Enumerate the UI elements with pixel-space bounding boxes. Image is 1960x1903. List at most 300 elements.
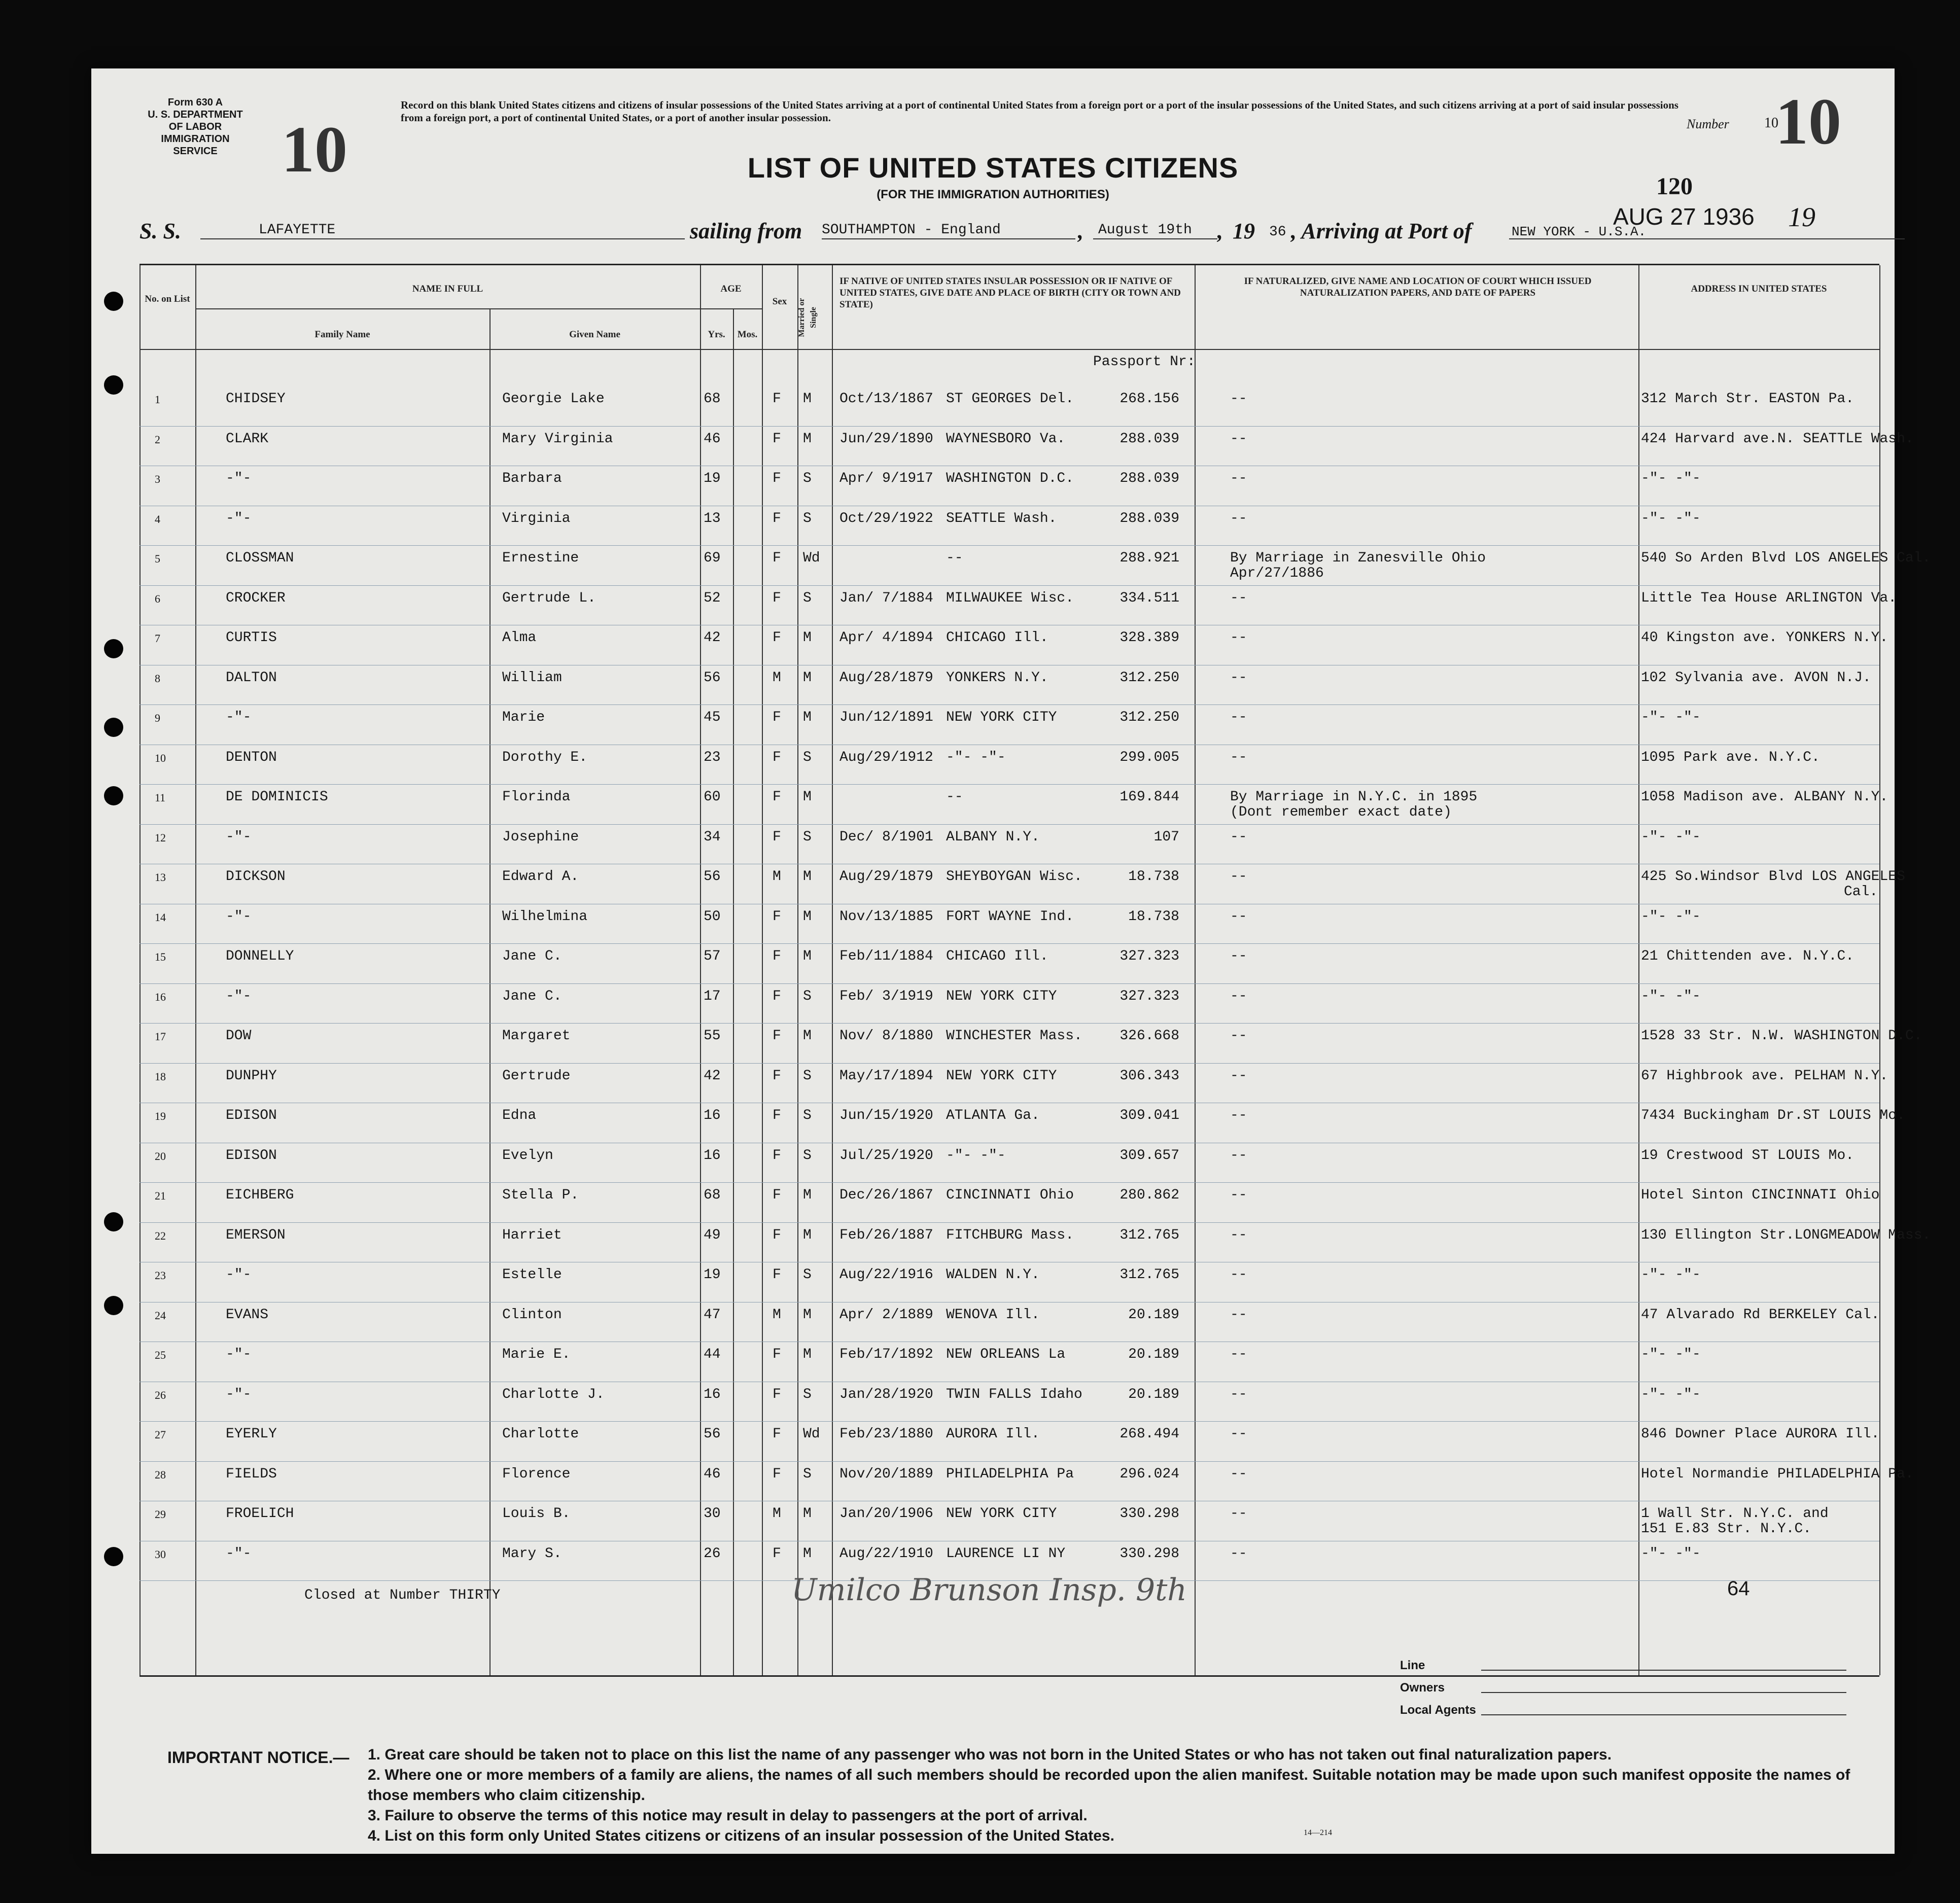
col-family-name: Family Name xyxy=(314,329,370,340)
age-years: 56 xyxy=(704,869,721,885)
sex: F xyxy=(773,1028,781,1044)
age-years: 56 xyxy=(704,1426,721,1442)
passport-number: 330.298 xyxy=(1119,1545,1179,1562)
given-name: Josephine xyxy=(502,829,579,845)
address: 846 Downer Place AURORA Ill. xyxy=(1641,1426,1880,1442)
birth-date: Aug/29/1879 xyxy=(839,869,933,885)
passport-number: 288.039 xyxy=(1119,471,1179,486)
given-name: Gertrude L. xyxy=(502,590,596,606)
given-name: William xyxy=(502,669,562,686)
table-row xyxy=(139,1183,1879,1222)
table-row xyxy=(139,1064,1888,1103)
notice-item: 3. Failure to observe the terms of this notice may result in delay to passengers at the port of arrival. xyxy=(368,1807,1088,1824)
marital-status: M xyxy=(803,710,812,725)
birth-date: Feb/17/1892 xyxy=(839,1347,933,1362)
naturalization: -- xyxy=(1230,1506,1247,1522)
table-row xyxy=(139,1422,1879,1461)
birth-date: Jun/12/1891 xyxy=(839,710,933,725)
address: -"- -"- xyxy=(1641,1347,1701,1362)
sex: F xyxy=(773,1068,781,1084)
passport-number: 268.156 xyxy=(1119,391,1179,407)
given-name: Jane C. xyxy=(502,988,562,1004)
birth-place: CHICAGO Ill. xyxy=(946,630,1048,646)
birth-place: FITCHBURG Mass. xyxy=(946,1227,1074,1243)
col-naturalized: IF NATURALIZED, GIVE NAME AND LOCATION OF COURT WHICH ISSUED NATURALIZATION PAPERS, AND DATE OF PAPERS xyxy=(1244,276,1592,298)
row-number: 12 xyxy=(155,831,166,844)
table-row xyxy=(139,467,1879,506)
address: 130 Ellington Str.LONGMEADOW Mass. xyxy=(1641,1227,1931,1243)
row-number: 2 xyxy=(155,433,160,446)
table-row xyxy=(139,1104,1905,1143)
marital-status: S xyxy=(803,471,812,486)
age-years: 42 xyxy=(704,1068,721,1084)
naturalization: By Marriage in N.Y.C. in 1895 xyxy=(1230,789,1478,805)
family-name: DICKSON xyxy=(226,869,286,885)
closed-at-note: Closed at Number THIRTY xyxy=(304,1588,501,1603)
sex: F xyxy=(773,1267,781,1283)
marital-status: Wd xyxy=(803,550,820,566)
row-number: 9 xyxy=(155,712,160,724)
birth-date: Aug/28/1879 xyxy=(839,669,933,686)
address: 312 March Str. EASTON Pa. xyxy=(1641,391,1854,407)
marital-status: S xyxy=(803,1267,812,1283)
birth-place: SHEYBOYGAN Wisc. xyxy=(946,869,1082,885)
sex: F xyxy=(773,749,781,765)
address: -"- -"- xyxy=(1641,510,1701,526)
passport-number: 327.323 xyxy=(1119,988,1179,1004)
birth-date: Nov/13/1885 xyxy=(839,908,933,925)
birth-date: Apr/ 2/1889 xyxy=(839,1307,933,1323)
birth-place: -- xyxy=(946,789,963,805)
sex: F xyxy=(773,510,781,526)
birth-date: Aug/22/1910 xyxy=(839,1545,933,1562)
marital-status: S xyxy=(803,590,812,606)
col-age: AGE xyxy=(720,284,742,294)
naturalization: -- xyxy=(1230,1028,1247,1044)
row-number: 8 xyxy=(155,672,160,685)
sex: F xyxy=(773,391,781,407)
marital-status: Wd xyxy=(803,1426,820,1442)
col-given-name: Given Name xyxy=(569,329,620,340)
sailing-from: SOUTHAMPTON - England xyxy=(822,222,1001,238)
voyage-line: S. S. LAFAYETTE sailing from SOUTHAMPTON - England , August 19th , 19 36 , Arriving at Port of NEW YORK - U.S.A. xyxy=(91,213,1895,249)
sex: F xyxy=(773,829,781,845)
birth-place: -"- -"- xyxy=(946,749,1006,765)
given-name: Mary S. xyxy=(502,1545,562,1562)
table-row xyxy=(139,1383,1879,1422)
address: 1528 33 Str. N.W. WASHINGTON D.C. xyxy=(1641,1028,1922,1044)
local-agents-label: Local Agents xyxy=(1400,1703,1476,1717)
birth-place: SEATTLE Wash. xyxy=(946,510,1057,526)
table-row xyxy=(139,1263,1879,1302)
naturalization-line2: (Dont remember exact date) xyxy=(1230,804,1452,820)
age-years: 23 xyxy=(704,749,721,765)
naturalization: -- xyxy=(1230,988,1247,1004)
given-name: Louis B. xyxy=(502,1506,571,1522)
table-row xyxy=(139,1343,1879,1382)
birth-place: CINCINNATI Ohio xyxy=(946,1187,1074,1203)
punch-hole xyxy=(104,1296,123,1315)
col-sex: Sex xyxy=(772,296,787,307)
passport-number: 312.765 xyxy=(1119,1227,1179,1243)
sex: F xyxy=(773,471,781,486)
family-name: -"- xyxy=(226,1386,252,1402)
family-name: -"- xyxy=(226,710,252,725)
table-row xyxy=(139,1223,1931,1262)
family-name: EDISON xyxy=(226,1108,277,1123)
marital-status: M xyxy=(803,1347,812,1362)
age-years: 16 xyxy=(704,1147,721,1164)
row-number: 1 xyxy=(155,393,160,406)
given-name: Edward A. xyxy=(502,869,579,885)
family-name: EICHBERG xyxy=(226,1187,294,1203)
address: 1095 Park ave. N.Y.C. xyxy=(1641,749,1820,765)
family-name: DENTON xyxy=(226,749,277,765)
passenger-table xyxy=(139,264,1931,1677)
naturalization: -- xyxy=(1230,431,1247,447)
sex: F xyxy=(773,1147,781,1164)
age-years: 45 xyxy=(704,710,721,725)
passport-number: 326.668 xyxy=(1119,1028,1179,1044)
birth-place: ST GEORGES Del. xyxy=(946,391,1074,407)
age-years: 49 xyxy=(704,1227,721,1243)
passport-number: 268.494 xyxy=(1119,1426,1179,1442)
age-years: 19 xyxy=(704,1267,721,1283)
passport-number: 107 xyxy=(1153,829,1179,845)
address: 47 Alvarado Rd BERKELEY Cal. xyxy=(1641,1307,1880,1323)
row-number: 13 xyxy=(155,871,166,884)
birth-date: May/17/1894 xyxy=(839,1068,933,1084)
page-subtitle: (FOR THE IMMIGRATION AUTHORITIES) xyxy=(877,188,1109,201)
arriving-label: , Arriving at Port of xyxy=(1291,219,1472,243)
arrival-port: NEW YORK - U.S.A. xyxy=(1512,224,1647,239)
sex: F xyxy=(773,550,781,566)
birth-date: Feb/26/1887 xyxy=(839,1227,933,1243)
address: -"- -"- xyxy=(1641,1545,1701,1562)
birth-place: YONKERS N.Y. xyxy=(946,669,1048,686)
given-name: Gertrude xyxy=(502,1068,571,1084)
table-row xyxy=(139,1502,1879,1541)
passport-number: 20.189 xyxy=(1128,1347,1179,1362)
address: -"- -"- xyxy=(1641,1386,1701,1402)
birth-date: Dec/26/1867 xyxy=(839,1187,933,1203)
row-number: 29 xyxy=(155,1508,166,1521)
passport-number: 18.738 xyxy=(1128,869,1179,885)
naturalization: -- xyxy=(1230,630,1247,646)
number-stamp: 10 xyxy=(1775,85,1841,158)
birth-date: Dec/ 8/1901 xyxy=(839,829,933,845)
given-name: Margaret xyxy=(502,1028,571,1044)
age-years: 42 xyxy=(704,630,721,646)
birth-place: ATLANTA Ga. xyxy=(946,1108,1040,1123)
passport-number: 312.250 xyxy=(1119,710,1179,725)
naturalization: -- xyxy=(1230,869,1247,885)
family-name: CHIDSEY xyxy=(226,391,286,407)
sex: F xyxy=(773,948,781,964)
birth-place: AURORA Ill. xyxy=(946,1426,1040,1442)
row-number: 24 xyxy=(155,1309,166,1322)
row-number: 10 xyxy=(155,751,166,764)
birth-place: NEW ORLEANS La xyxy=(946,1347,1066,1362)
punch-hole xyxy=(104,639,123,658)
birth-date: Aug/22/1916 xyxy=(839,1267,933,1283)
family-name: DONNELLY xyxy=(226,948,294,964)
sex: M xyxy=(773,869,781,885)
passport-number: 309.657 xyxy=(1119,1147,1179,1164)
row-number: 25 xyxy=(155,1349,166,1361)
family-name: FIELDS xyxy=(226,1466,277,1482)
sex: F xyxy=(773,1386,781,1402)
age-years: 34 xyxy=(704,829,721,845)
passport-number: 334.511 xyxy=(1119,590,1179,606)
given-name: Charlotte J. xyxy=(502,1386,605,1402)
address-line2: 151 E.83 Str. N.Y.C. xyxy=(1641,1521,1812,1537)
col-mos: Mos. xyxy=(737,329,758,340)
punch-hole xyxy=(104,1212,123,1231)
sex: F xyxy=(773,710,781,725)
stamp-120: 120 xyxy=(1656,173,1693,200)
birth-date: Apr/ 4/1894 xyxy=(839,630,933,646)
table-row xyxy=(139,666,1879,705)
table-row xyxy=(139,546,1931,585)
row-number: 26 xyxy=(155,1388,166,1401)
sailing-date: August 19th xyxy=(1098,222,1192,238)
table-row xyxy=(139,507,1879,546)
age-years: 16 xyxy=(704,1386,721,1402)
address: 19 Crestwood ST LOUIS Mo. xyxy=(1641,1147,1854,1164)
naturalization: -- xyxy=(1230,1227,1247,1243)
family-name: -"- xyxy=(226,908,252,925)
given-name: Edna xyxy=(502,1108,537,1123)
age-years: 55 xyxy=(704,1028,721,1044)
birth-place: NEW YORK CITY xyxy=(946,1506,1057,1522)
row-number: 18 xyxy=(155,1070,166,1083)
address: 102 Sylvania ave. AVON N.J. xyxy=(1641,669,1871,686)
row-number: 20 xyxy=(155,1149,166,1162)
address: -"- -"- xyxy=(1641,710,1701,725)
birth-place: TWIN FALLS Idaho xyxy=(946,1386,1082,1402)
address: -"- -"- xyxy=(1641,988,1701,1004)
marital-status: M xyxy=(803,789,812,805)
naturalization: -- xyxy=(1230,1386,1247,1402)
family-name: CURTIS xyxy=(226,630,277,646)
sex: F xyxy=(773,1466,781,1482)
table-row xyxy=(139,905,1879,944)
passport-number: 280.862 xyxy=(1119,1187,1179,1203)
marital-status: M xyxy=(803,869,812,885)
birth-place: WASHINGTON D.C. xyxy=(946,471,1074,486)
col-no-on-list: No. on List xyxy=(145,294,190,304)
birth-place: NEW YORK CITY xyxy=(946,1068,1057,1084)
address: -"- -"- xyxy=(1641,908,1701,925)
address: 40 Kingston ave. YONKERS N.Y. xyxy=(1641,630,1888,646)
table-row xyxy=(139,427,1914,466)
age-years: 16 xyxy=(704,1108,721,1123)
address: 21 Chittenden ave. N.Y.C. xyxy=(1641,948,1854,964)
sex: M xyxy=(773,669,781,686)
row-number: 23 xyxy=(155,1269,166,1282)
given-name: Jane C. xyxy=(502,948,562,964)
age-years: 60 xyxy=(704,789,721,805)
row-number: 11 xyxy=(155,791,166,804)
table-row xyxy=(139,785,1888,824)
col-birth: IF NATIVE OF UNITED STATES INSULAR POSSESSION OR IF NATIVE OF UNITED STATES, GIVE DATE AND PLACE OF BIRTH (CITY OR TOWN AND STATE) xyxy=(839,276,1181,310)
manifest-sheet xyxy=(91,68,1931,1854)
passport-number: 330.298 xyxy=(1119,1506,1179,1522)
age-years: 13 xyxy=(704,510,721,526)
age-years: 46 xyxy=(704,431,721,447)
given-name: Charlotte xyxy=(502,1426,579,1442)
naturalization: -- xyxy=(1230,1187,1247,1203)
passport-number: 299.005 xyxy=(1119,749,1179,765)
given-name: Alma xyxy=(502,630,537,646)
given-name: Ernestine xyxy=(502,550,579,566)
sheet-number-stamp: 10 xyxy=(282,113,347,186)
age-years: 47 xyxy=(704,1307,721,1323)
year-value: 36 xyxy=(1269,224,1286,240)
form-number: Form 630 A xyxy=(167,97,223,108)
row-number: 7 xyxy=(155,632,160,645)
passport-number: 288.039 xyxy=(1119,431,1179,447)
birth-place: PHILADELPHIA Pa xyxy=(946,1466,1074,1482)
given-name: Estelle xyxy=(502,1267,562,1283)
table-row xyxy=(139,944,1879,983)
birth-place: WALDEN N.Y. xyxy=(946,1267,1040,1283)
table-row xyxy=(139,1303,1879,1342)
table-row xyxy=(139,1462,1914,1501)
given-name: Florinda xyxy=(502,789,571,805)
sailing-label: sailing from xyxy=(690,219,802,243)
marital-status: S xyxy=(803,749,812,765)
row-number: 3 xyxy=(155,473,160,485)
row-number: 22 xyxy=(155,1229,166,1242)
marital-status: M xyxy=(803,630,812,646)
address: Little Tea House ARLINGTON Va. xyxy=(1641,590,1897,606)
passport-number: 306.343 xyxy=(1119,1068,1179,1084)
address: -"- -"- xyxy=(1641,471,1701,486)
table-row xyxy=(139,706,1879,745)
naturalization: -- xyxy=(1230,749,1247,765)
given-name: Florence xyxy=(502,1466,571,1482)
inspector-signature: Umilco Brunson Insp. 9th xyxy=(791,1572,1187,1608)
birth-date: Jan/ 7/1884 xyxy=(839,590,933,606)
marital-status: M xyxy=(803,669,812,686)
marital-status: M xyxy=(803,908,812,925)
passport-number: 328.389 xyxy=(1119,630,1179,646)
naturalization: -- xyxy=(1230,829,1247,845)
naturalization: -- xyxy=(1230,1426,1247,1442)
family-name: -"- xyxy=(226,471,252,486)
naturalization: -- xyxy=(1230,1307,1247,1323)
table-row xyxy=(139,586,1897,625)
naturalization: -- xyxy=(1230,391,1247,407)
sex: F xyxy=(773,789,781,805)
given-name: Georgie Lake xyxy=(502,391,605,407)
sex: F xyxy=(773,1426,781,1442)
birth-date: Jan/20/1906 xyxy=(839,1506,933,1522)
sex: F xyxy=(773,590,781,606)
address: 67 Highbrook ave. PELHAM N.Y. xyxy=(1641,1068,1888,1084)
age-years: 52 xyxy=(704,590,721,606)
naturalization: -- xyxy=(1230,948,1247,964)
sex: F xyxy=(773,1108,781,1123)
given-name: Clinton xyxy=(502,1307,562,1323)
birth-place: ALBANY N.Y. xyxy=(946,829,1040,845)
naturalization: -- xyxy=(1230,590,1247,606)
age-years: 26 xyxy=(704,1545,721,1562)
naturalization-line2: Apr/27/1886 xyxy=(1230,566,1324,581)
marital-status: M xyxy=(803,391,812,407)
birth-place: LAURENCE LI NY xyxy=(946,1545,1066,1562)
sex: M xyxy=(773,1506,781,1522)
passport-number: 20.189 xyxy=(1128,1307,1179,1323)
birth-date: Oct/13/1867 xyxy=(839,391,933,407)
passport-number: 169.844 xyxy=(1119,789,1179,805)
number-label: Number xyxy=(1687,117,1729,131)
punch-hole xyxy=(104,1547,123,1566)
given-name: Barbara xyxy=(502,471,562,486)
form-service: IMMIGRATION SERVICE xyxy=(161,133,230,157)
table-row xyxy=(139,865,1905,904)
ss-label: S. S. xyxy=(139,219,181,243)
address: 7434 Buckingham Dr.ST LOUIS Mo. xyxy=(1641,1108,1905,1123)
age-years: 30 xyxy=(704,1506,721,1522)
given-name: Stella P. xyxy=(502,1187,579,1203)
marital-status: S xyxy=(803,988,812,1004)
marital-status: S xyxy=(803,829,812,845)
passport-number: 20.189 xyxy=(1128,1386,1179,1402)
col-yrs: Yrs. xyxy=(708,329,725,340)
age-years: 46 xyxy=(704,1466,721,1482)
sex: F xyxy=(773,1227,781,1243)
given-name: Marie xyxy=(502,710,545,725)
year-suffix: 19 xyxy=(1788,202,1815,232)
passport-label: Passport Nr: xyxy=(1093,354,1196,370)
col-address: ADDRESS IN UNITED STATES xyxy=(1691,284,1827,294)
row-number: 6 xyxy=(155,592,160,605)
col-married-single: Married or Single xyxy=(797,298,818,337)
birth-date: Feb/11/1884 xyxy=(839,948,933,964)
notice-item: 1. Great care should be taken not to place on this list the name of any passenger who was not born in the United States or who has not taken out final naturalization papers. xyxy=(368,1746,1612,1763)
year-prefix: 19 xyxy=(1233,219,1255,243)
birth-date: Jun/29/1890 xyxy=(839,431,933,447)
given-name: Evelyn xyxy=(502,1147,553,1164)
birth-place: CHICAGO Ill. xyxy=(946,948,1048,964)
punch-hole xyxy=(104,292,123,311)
number-value: 10 xyxy=(1764,115,1778,131)
table-row xyxy=(139,825,1879,864)
marital-status: M xyxy=(803,1545,812,1562)
address: 425 So.Windsor Blvd LOS ANGELES xyxy=(1641,869,1905,885)
given-name: Dorothy E. xyxy=(502,749,588,765)
sex: F xyxy=(773,431,781,447)
naturalization: -- xyxy=(1230,669,1247,686)
address-line2: Cal. xyxy=(1844,884,1878,900)
family-name: EDISON xyxy=(226,1147,277,1164)
birth-place: NEW YORK CITY xyxy=(946,988,1057,1004)
page-title: LIST OF UNITED STATES CITIZENS xyxy=(747,152,1239,184)
family-name: -"- xyxy=(226,1545,252,1562)
passport-number: 296.024 xyxy=(1119,1466,1179,1482)
naturalization: -- xyxy=(1230,908,1247,925)
age-years: 57 xyxy=(704,948,721,964)
form-identifier xyxy=(145,96,246,157)
marital-status: M xyxy=(803,431,812,447)
marital-status: S xyxy=(803,1466,812,1482)
sex: F xyxy=(773,1187,781,1203)
marital-status: S xyxy=(803,1068,812,1084)
passport-number: 312.250 xyxy=(1119,669,1179,686)
